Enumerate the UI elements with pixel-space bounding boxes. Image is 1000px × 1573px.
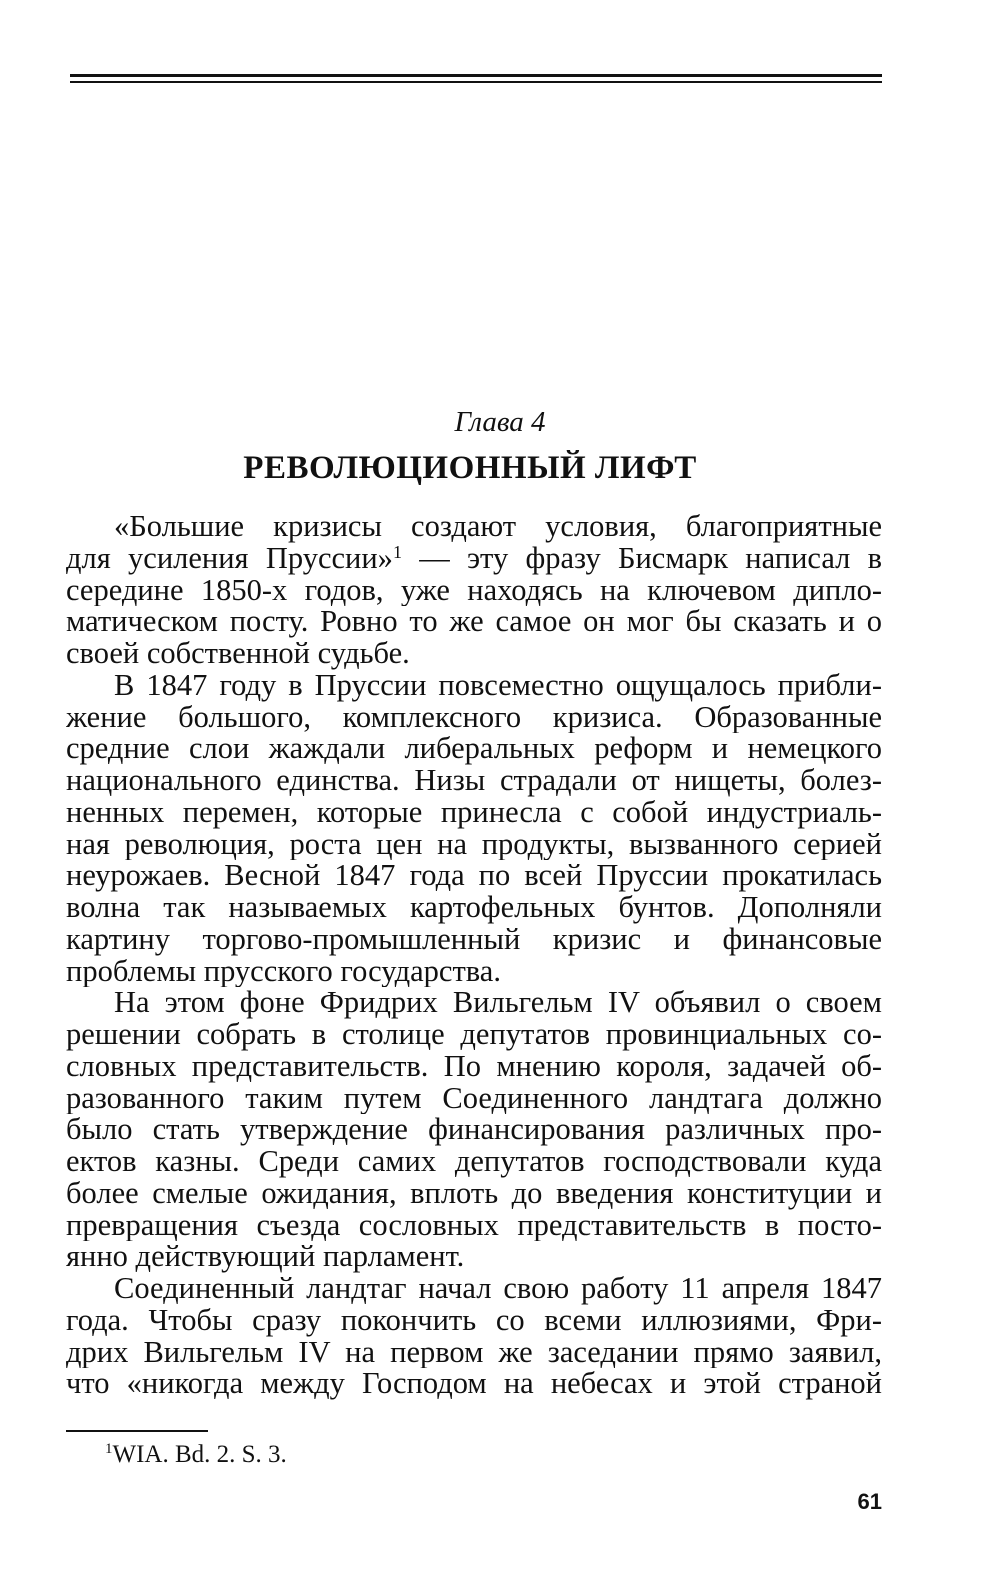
line-text: середине 1850-х годов, уже находясь на ключевом дипло-: [66, 574, 882, 607]
text-line: [66, 670, 882, 702]
text-line: [66, 1210, 882, 1242]
text-line: [66, 638, 882, 670]
text-line: [66, 1337, 882, 1369]
text-line: [66, 892, 882, 924]
line-text: для усиления Пруссии»: [66, 542, 393, 575]
text-line: [66, 987, 882, 1019]
line-text: ненных перемен, которые принесла с собой индустриаль-: [66, 796, 882, 829]
line-text: что «никогда между Господом на небесах и этой страной: [66, 1368, 882, 1400]
footnote-rule: [66, 1430, 208, 1432]
line-text: было стать утверждение финансирования различных про-: [66, 1114, 882, 1146]
line-text: картину торгово-промышленный кризис и финансовые: [66, 923, 882, 956]
text-line: [66, 702, 882, 734]
text-line: [66, 1305, 882, 1337]
text-line: [66, 797, 882, 829]
line-text: своей собственной судьбе.: [66, 638, 410, 670]
footnote-text: WIA. Bd. 2. S. 3.: [112, 1441, 287, 1468]
line-text: превращения съезда сословных представительств в посто-: [66, 1209, 882, 1242]
paragraph: [66, 670, 882, 988]
line-text: неурожаев. Весной 1847 года по всей Пруссии прокатилась: [66, 860, 882, 892]
text-line: [66, 575, 882, 607]
line-text: «Большие кризисы создают условия, благоприятные: [114, 511, 882, 543]
line-text: национального единства. Низы страдали от нищеты, болез-: [66, 765, 882, 797]
paragraph: [66, 511, 882, 670]
line-text: решении собрать в столице депутатов провинциальных со-: [66, 1019, 882, 1051]
text-line: [66, 1114, 882, 1146]
line-text: матическом посту. Ровно то же самое он мог бы сказать и о: [66, 606, 882, 638]
line-text: жение большого, комплексного кризиса. Образованные: [66, 701, 882, 734]
header-rule-thick: [70, 74, 882, 77]
text-line: [66, 1241, 882, 1273]
text-line: [66, 1051, 882, 1083]
text-line: [66, 606, 882, 638]
line-text: разованного таким путем Соединенного ландтага должно: [66, 1082, 882, 1115]
text-line: [66, 1368, 882, 1400]
line-text: В 1847 году в Пруссии повсеместно ощущалось прибли-: [114, 669, 882, 702]
body-text: [66, 511, 882, 1400]
text-line: [66, 733, 882, 765]
text-line: [66, 543, 882, 575]
line-text: словных представительств. По мнению короля, задачей об-: [66, 1050, 882, 1083]
text-line: [66, 1083, 882, 1115]
line-text: ная революция, роста цен на продукты, вызванного серией: [66, 828, 882, 861]
footnote: [105, 1440, 287, 1470]
text-line: [66, 860, 882, 892]
text-line: [66, 829, 882, 861]
footnote-marker: 1: [105, 1441, 113, 1457]
line-text: волна так называемых картофельных бунтов. Дополняли: [66, 892, 882, 924]
line-text: Соединенный ландтаг начал свою работу 11 апреля 1847: [114, 1273, 882, 1305]
text-line: [66, 1178, 882, 1210]
paragraph: [66, 1273, 882, 1400]
line-text: средние слои жаждали либеральных реформ и немецкого: [66, 733, 882, 765]
text-line: [66, 511, 882, 543]
line-text-continued: — эту фразу Бисмарк написал в: [401, 542, 882, 575]
text-line: [66, 924, 882, 956]
text-line: [66, 1019, 882, 1051]
line-text: дрих Вильгельм IV на первом же заседании прямо заявил,: [66, 1336, 882, 1369]
line-text: ектов казны. Среди самих депутатов господствовали куда: [66, 1146, 882, 1178]
chapter-title: РЕВОЛЮЦИОННЫЙ ЛИФТ: [243, 450, 697, 486]
line-text: янно действующий парламент.: [66, 1241, 465, 1273]
line-text: проблемы прусского государства.: [66, 955, 501, 988]
line-text: более смелые ожидания, вплоть до введения конституции и: [66, 1177, 882, 1210]
line-text: На этом фоне Фридрих Вильгельм IV объявил о своем: [114, 987, 882, 1019]
footnote-reference: 1: [392, 542, 402, 562]
text-line: [66, 765, 882, 797]
line-text: года. Чтобы сразу покончить со всеми иллюзиями, Фри-: [66, 1304, 882, 1337]
text-line: [66, 1146, 882, 1178]
page-number: 61: [857, 1489, 882, 1514]
text-line: [66, 1273, 882, 1305]
header-rule-thin: [70, 81, 882, 83]
paragraph: [66, 987, 882, 1273]
text-line: [66, 956, 882, 988]
chapter-label: Глава 4: [454, 406, 546, 438]
